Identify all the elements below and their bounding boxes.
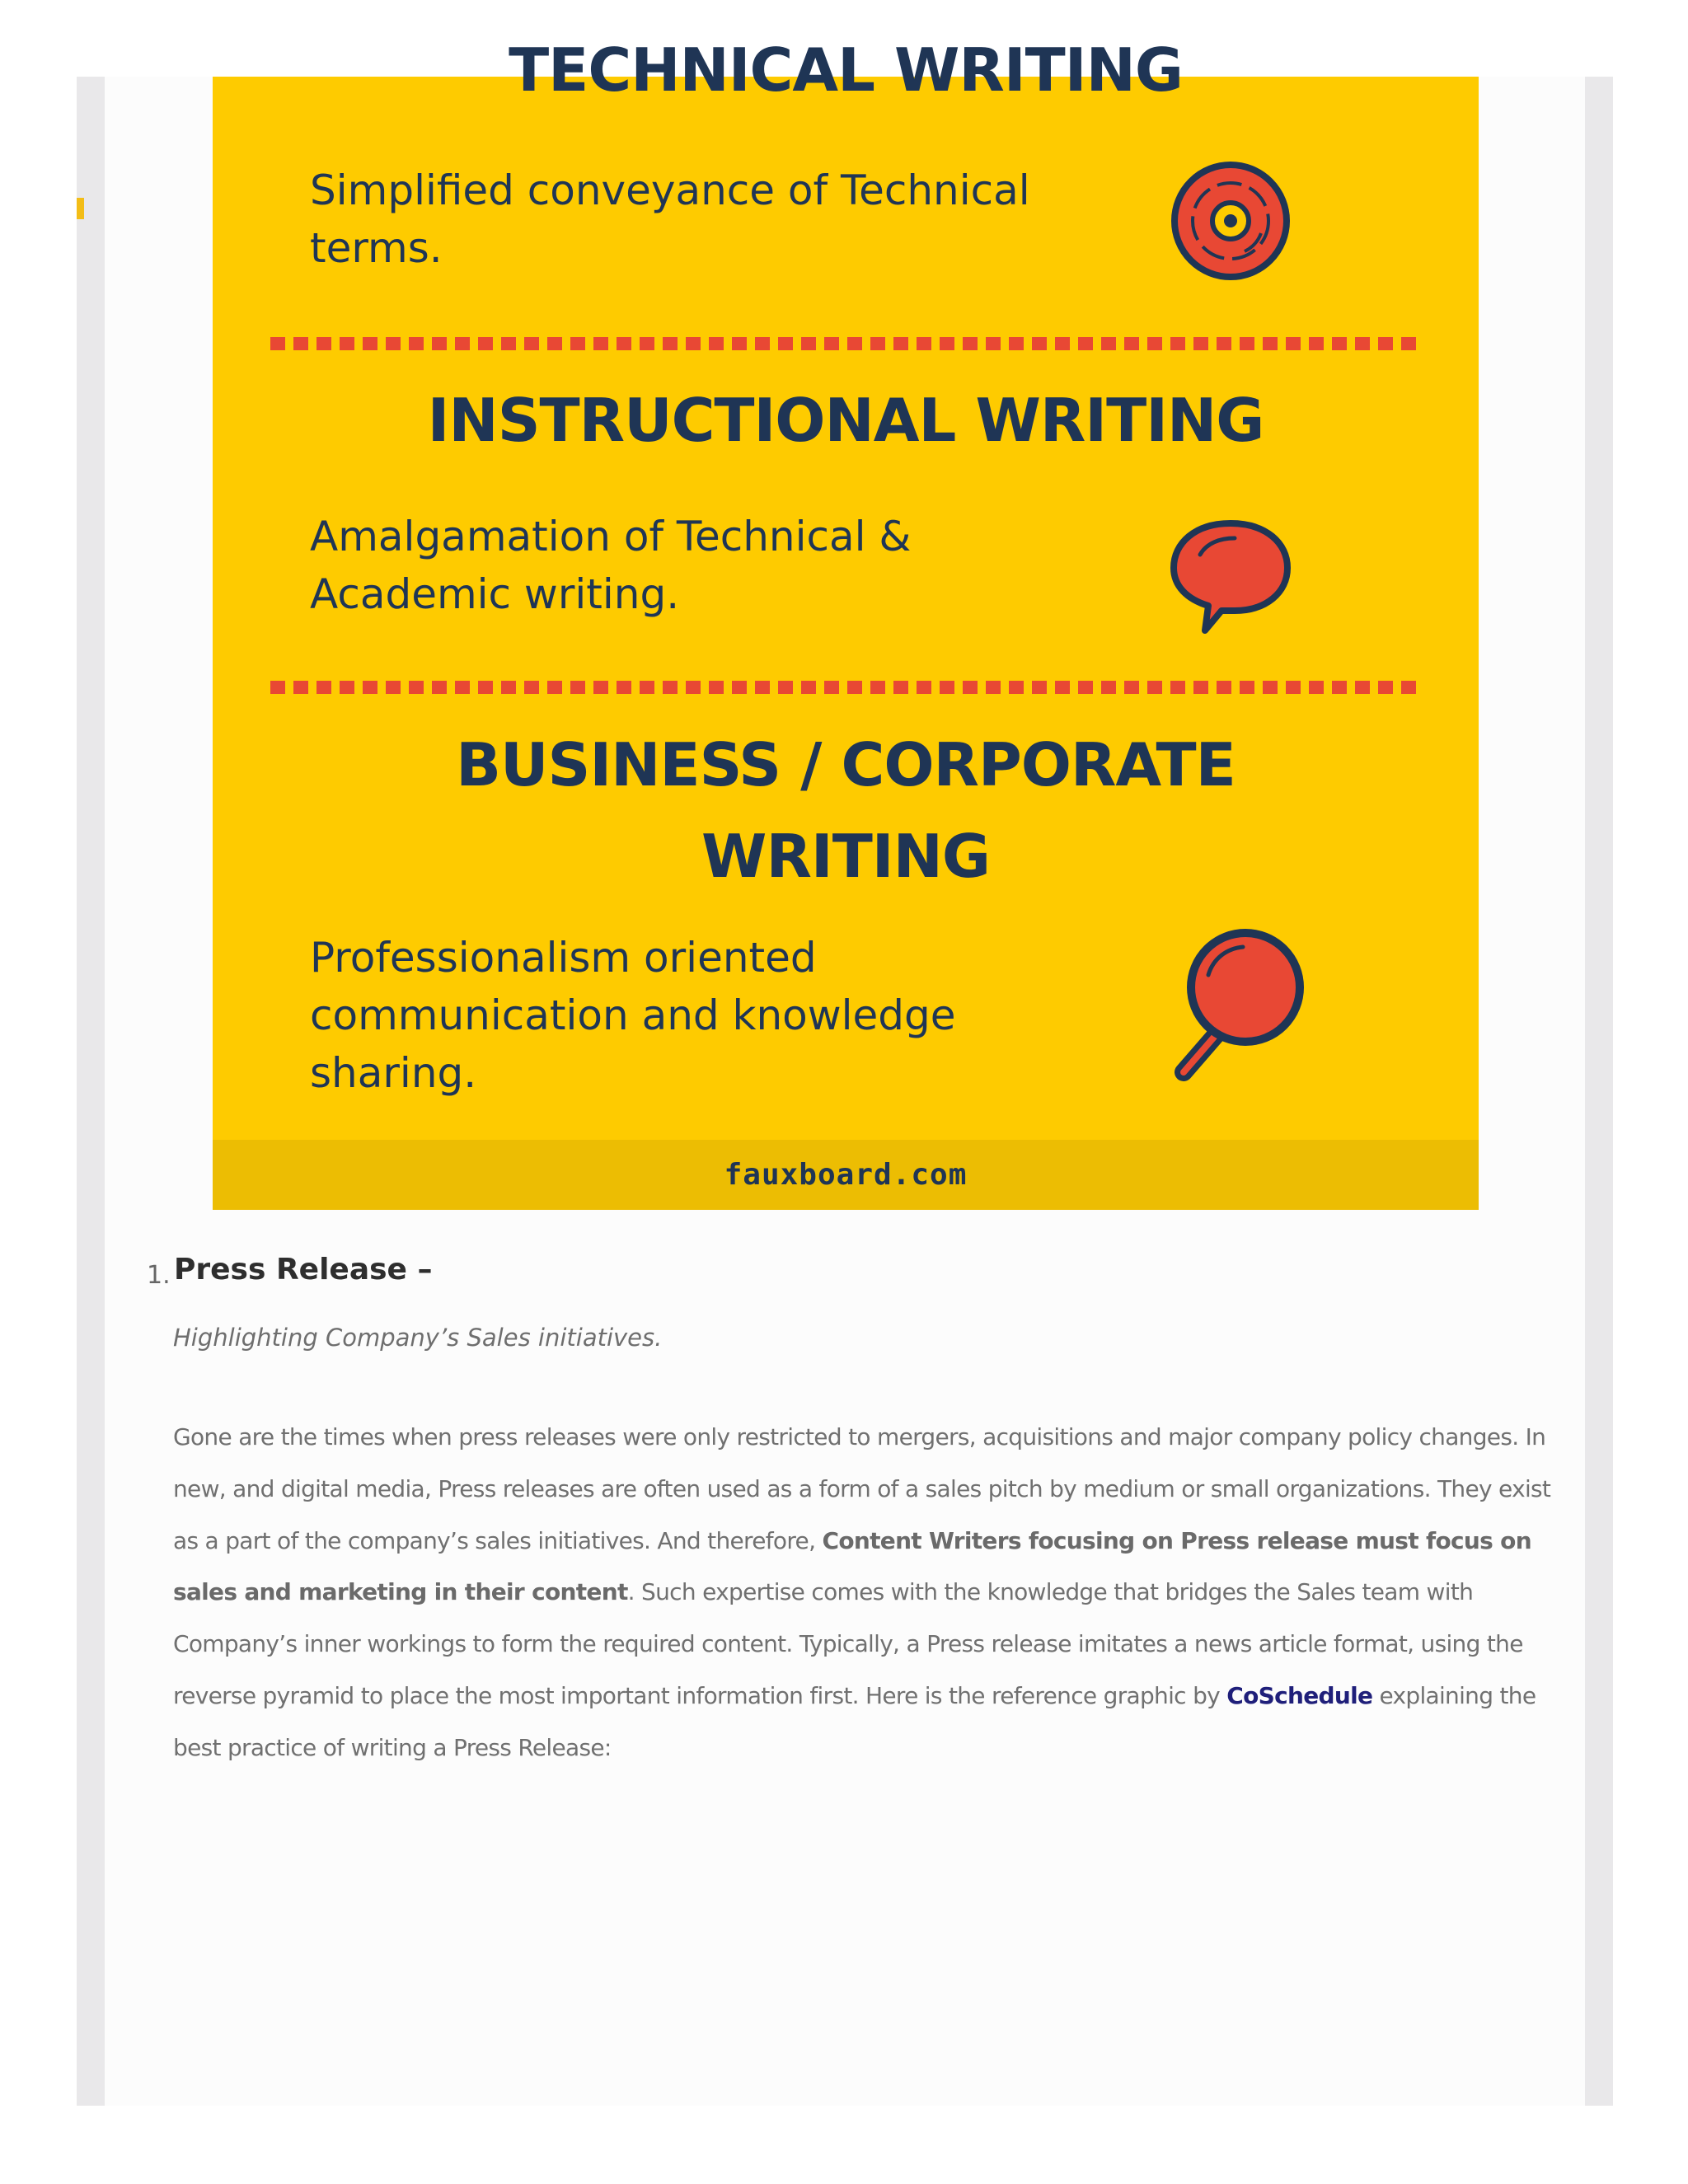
infographic-divider [270,337,1416,350]
section-subtitle: Highlighting Company’s Sales initiatives. [173,1324,663,1352]
writing-types-infographic [213,35,1479,1210]
paragraph-text: explaining the best practice of writing a Press Release: [173,1681,1536,1761]
page-rail-left [77,77,105,2106]
speech-bubble-icon [1169,513,1292,637]
page-rail-right [1585,77,1613,2106]
infographic-text-business: Professionalism oriented communication and knowledge sharing. [310,934,956,1097]
infographic-heading-business-line2: WRITING [701,822,990,891]
paragraph-text: . Such expertise comes with the knowledge that bridges the Sales team with Company’s inner workings to form the required content. Typically, a Press release imitates a news article format, using the reverse pyramid to place the most important information first. Here is the reference graphic by [173,1578,1523,1709]
coschedule-link[interactable]: CoSchedule [1226,1681,1373,1709]
infographic-heading-business: BUSINESS / CORPORATE [456,730,1236,799]
infographic-footer-source: fauxboard.com [213,1140,1479,1210]
scroll-marker [77,198,84,219]
magnifying-glass-icon [1159,926,1307,1090]
body-paragraph [173,1412,1566,1774]
infographic-text-technical: Simplified conveyance of Technical terms. [310,166,1030,272]
list-item-title: Press Release – [174,1253,433,1286]
infographic-heading-instructional: INSTRUCTIONAL WRITING [427,386,1264,455]
infographic-heading-technical: TECHNICAL WRITING [509,35,1183,105]
vinyl-record-icon [1169,159,1292,283]
list-number: 1. [147,1261,171,1290]
infographic-divider [270,681,1416,694]
infographic-text-instructional: Amalgamation of Technical & Academic writing. [310,513,912,618]
paragraph-text: Gone are the times when press releases were only restricted to mergers, acquisitions and major company policy changes. In new, and digital media, Press releases are often used as a form of a sales pitch by medium or small organizations. They exist as a part of the company’s sales initiatives. And therefore, [173,1423,1551,1554]
paragraph-emphasis: Content Writers focusing on Press release must focus on sales and marketing in their content [173,1526,1531,1606]
